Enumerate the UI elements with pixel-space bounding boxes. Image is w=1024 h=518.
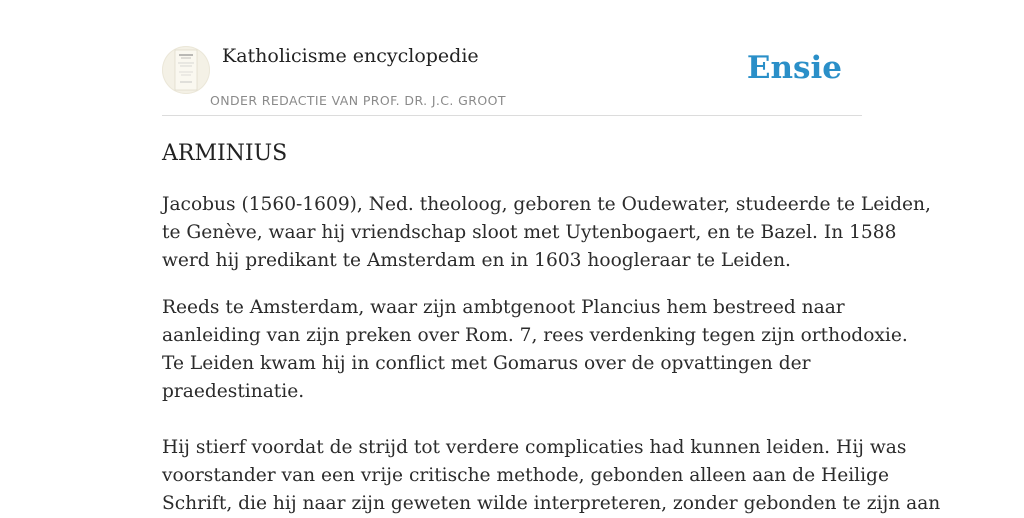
paragraph-2-line-3: Te Leiden kwam hij in conflict met Gomarus over de opvattingen der [162, 353, 811, 374]
paragraph-3-line-3: Schrift, die hij naar zijn geweten wilde interpreteren, zonder gebonden te zijn aan [162, 493, 941, 514]
paragraph-3-line-1: Hij stierf voordat de strijd tot verdere complicaties had kunnen leiden. Hij was [162, 437, 907, 458]
book-cover-icon [162, 46, 210, 94]
paragraph-spacer [162, 406, 862, 434]
paragraph-2-line-2: aanleiding van zijn preken over Rom. 7, rees verdenking tegen zijn orthodoxie. [162, 325, 908, 346]
entry-body [162, 191, 941, 518]
book-cover-image[interactable] [162, 46, 210, 94]
page-content [162, 0, 941, 514]
book-subtitle: ONDER REDACTIE VAN PROF. DR. J.C. GROOT [210, 93, 506, 108]
paragraph-spacer [162, 275, 862, 294]
paragraph-2-line-1: Reeds te Amsterdam, waar zijn ambtgenoot Plancius hem bestreed naar [162, 297, 845, 318]
book-title[interactable]: Katholicisme encyclopedie [222, 45, 479, 67]
header [162, 0, 862, 116]
paragraph-1-line-1: Jacobus (1560-1609), Ned. theoloog, geboren te Oudewater, studeerde te Leiden, [162, 194, 931, 215]
paragraph-1-line-2: te Genève, waar hij vriendschap sloot met Uytenbogaert, en te Bazel. In 1588 [162, 222, 897, 243]
paragraph-2-line-4: praedestinatie. [162, 381, 305, 402]
paragraph-1-line-3: werd hij predikant te Amsterdam en in 1603 hoogleraar te Leiden. [162, 250, 791, 271]
brand-logo[interactable]: Ensie [746, 50, 842, 86]
entry-title: ARMINIUS [162, 141, 288, 166]
paragraph-3-line-2: voorstander van een vrije critische methode, gebonden alleen aan de Heilige [162, 465, 889, 486]
